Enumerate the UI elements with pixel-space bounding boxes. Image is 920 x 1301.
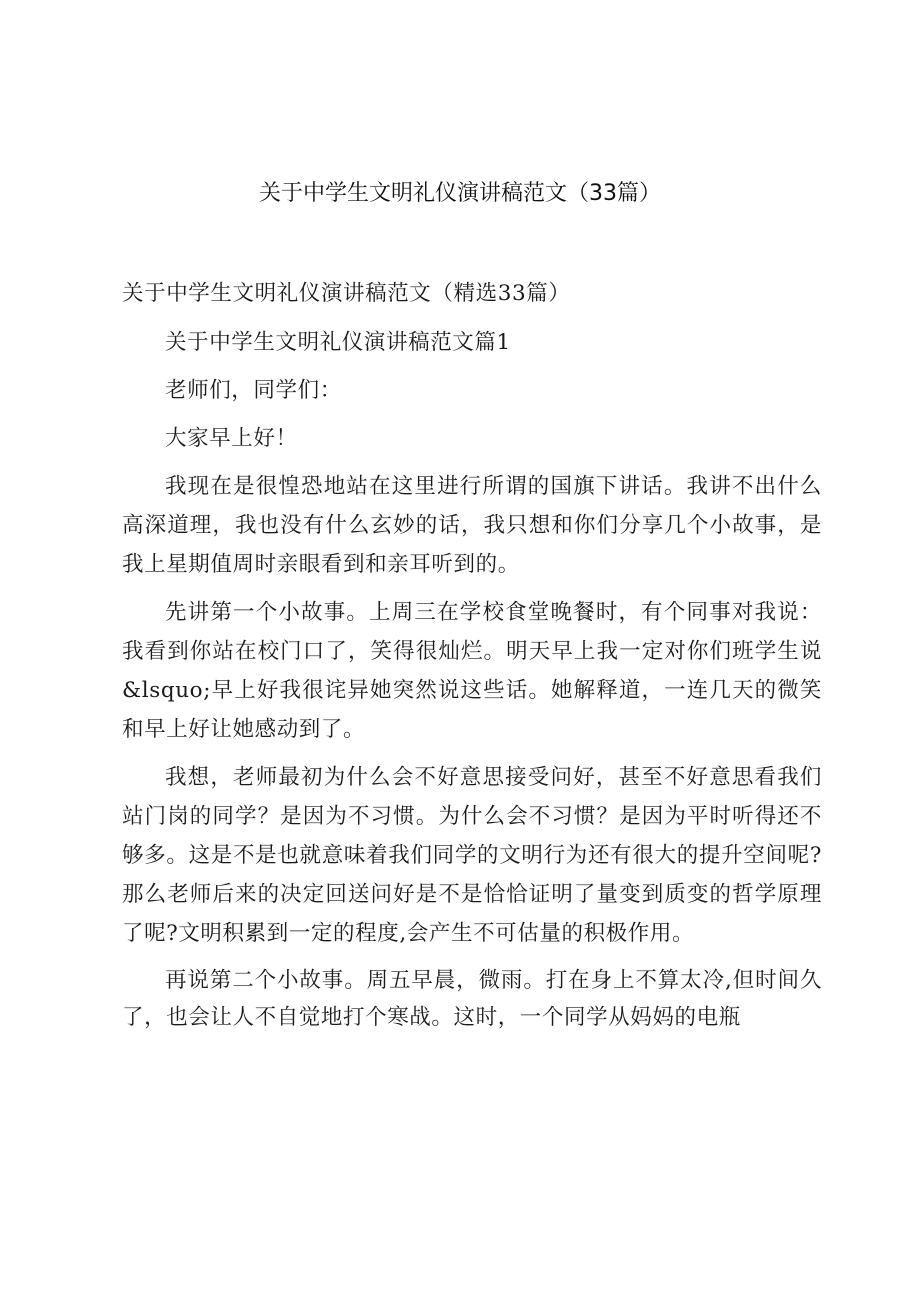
subtitle-text: 关于中学生文明礼仪演讲稿范文（精选33篇） (122, 281, 571, 306)
document-subtitle (122, 276, 822, 307)
document-body (122, 323, 822, 1045)
paragraph-story-2: 再说第二个小故事。周五早晨，微雨。打在身上不算太冷,但时间久了，也会让人不自觉地打个寒战。这时，一个同学从妈妈的电瓶 (122, 968, 822, 1030)
salutation: 老师们，同学们： (165, 378, 342, 403)
paragraph-reflection: 我想，老师最初为什么会不好意思接受问好，甚至不好意思看我们站门岗的同学？是因为不习惯。为什么会不习惯？是因为平时听得还不够多。这是不是也就意味着我们同学的文明行为还有很大的提升空间呢?那么老师后来的决定回送问好是不是恰恰证明了量变到质变的哲学原理了呢?文明积累到一定的程度,会产生不可估量的积极作用。 (122, 765, 822, 946)
paragraph-intro: 我现在是很惶恐地站在这里进行所谓的国旗下讲话。我讲不出什么高深道理，我也没有什么玄妙的话，我只想和你们分享几个小故事，是我上星期值周时亲眼看到和亲耳听到的。 (122, 474, 822, 577)
greeting: 大家早上好！ (165, 426, 298, 451)
document-title: 关于中学生文明礼仪演讲稿范文（33篇） (259, 181, 661, 206)
section-heading: 关于中学生文明礼仪演讲稿范文篇1 (165, 330, 511, 355)
paragraph-story-1: 先讲第一个小故事。上周三在学校食堂晚餐时，有个同事对我说：我看到你站在校门口了，笑得很灿烂。明天早上我一定对你们班学生说&lsquo;早上好我很诧异她突然说这些话。她解释道，一连几天的微笑和早上好让她感动到了。 (122, 600, 822, 742)
